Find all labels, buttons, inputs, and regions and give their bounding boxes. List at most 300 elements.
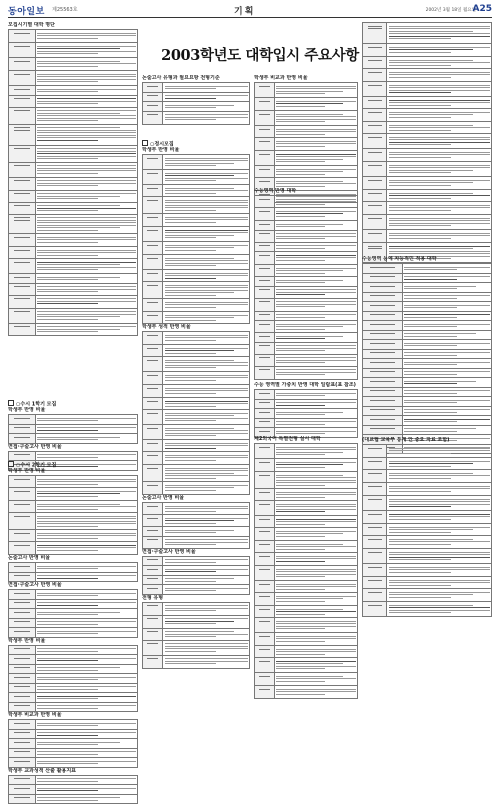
section-title: ○정시모집 [142, 140, 250, 147]
row-content [274, 593, 357, 606]
row-label [255, 528, 275, 541]
row-content [274, 208, 357, 221]
row-content [163, 270, 250, 282]
row-label [363, 69, 387, 82]
row-content [274, 196, 357, 208]
table-row [255, 409, 358, 419]
row-content [274, 581, 357, 593]
table-row [9, 190, 138, 202]
row-content [274, 489, 357, 501]
row-content [274, 265, 357, 277]
row-label [9, 739, 36, 749]
row-content [402, 387, 491, 397]
table-row [363, 162, 492, 177]
row-label [9, 58, 36, 71]
row-content [274, 618, 357, 633]
row-content [35, 177, 137, 190]
row-label [255, 151, 275, 166]
row-content [35, 86, 137, 96]
table-row [363, 406, 492, 416]
row-label [255, 399, 275, 409]
row-content [274, 418, 357, 428]
table-row [143, 312, 250, 324]
row-label [143, 170, 163, 185]
table-row [143, 357, 250, 372]
table-row [143, 566, 250, 576]
row-label [363, 109, 387, 122]
table-record-score-regular [142, 331, 250, 495]
section-csat-areas [254, 188, 358, 380]
row-content [163, 197, 250, 214]
table-row [255, 83, 358, 98]
table-row [143, 227, 250, 242]
row-content [35, 234, 137, 247]
row-label [255, 581, 275, 593]
row-label [143, 482, 163, 495]
row-label [9, 794, 36, 804]
row-content [163, 527, 250, 537]
row-content [387, 190, 492, 202]
table-row [363, 458, 492, 470]
row-content [35, 58, 137, 71]
row-label [9, 476, 36, 488]
section-csat-weights [254, 382, 358, 438]
row-label [255, 390, 275, 400]
row-label [255, 489, 275, 501]
row-label [143, 536, 163, 548]
row-content [163, 299, 250, 312]
table-row [143, 255, 250, 270]
table-row [363, 589, 492, 602]
table-csat-weights [254, 389, 358, 438]
row-label [9, 674, 36, 684]
row-content [402, 359, 491, 369]
newspaper-logo: 동아일보 [8, 4, 45, 17]
row-label [255, 208, 275, 221]
table-row [9, 645, 138, 655]
row-content [274, 444, 357, 459]
table-row [255, 618, 358, 633]
table-row [363, 564, 492, 577]
row-content [402, 406, 491, 416]
row-label [363, 302, 403, 312]
table-row [9, 542, 138, 555]
row-content [163, 566, 250, 576]
row-content [163, 410, 250, 425]
row-content [387, 511, 492, 524]
row-content [274, 646, 357, 658]
row-content [35, 295, 137, 308]
row-content [35, 590, 137, 600]
row-label [255, 354, 275, 366]
table-row [143, 332, 250, 345]
row-label [363, 202, 387, 215]
row-label [143, 527, 163, 537]
row-label [255, 553, 275, 566]
table-row [255, 553, 358, 566]
row-content [274, 242, 357, 252]
row-content [35, 30, 137, 43]
table-row [363, 44, 492, 57]
row-label [143, 299, 163, 312]
row-label [255, 126, 275, 138]
row-label [9, 177, 36, 190]
row-content [35, 162, 137, 177]
row-content [163, 628, 250, 640]
row-content [163, 83, 250, 93]
section-subtitle: 면접·구술고사 반영 비율 [8, 444, 138, 451]
section-subtitle: 학생부 비교과 반영 비율 [8, 712, 138, 719]
row-content [163, 515, 250, 527]
row-label [255, 593, 275, 606]
row-label [363, 368, 403, 378]
table-row [143, 615, 250, 628]
row-label [363, 190, 387, 202]
row-label [255, 459, 275, 472]
table-row [363, 445, 492, 458]
row-content [387, 496, 492, 511]
table-row [143, 398, 250, 410]
table-row [143, 575, 250, 585]
row-content [35, 530, 137, 542]
dateline: 2002년 3월 18일 월요일 [426, 7, 476, 13]
row-label [143, 515, 163, 527]
table-row [9, 308, 138, 323]
row-label [255, 321, 275, 333]
row-label [255, 566, 275, 581]
row-content [274, 541, 357, 553]
section-subtitle: 학생부 반영 비율 [8, 468, 138, 475]
row-label [143, 102, 163, 112]
row-label [143, 227, 163, 242]
section-title: ○수시 1학기 모집 [8, 400, 138, 407]
table-row [255, 242, 358, 252]
row-label [255, 333, 275, 343]
row-label [143, 242, 163, 255]
row-label [363, 311, 403, 321]
row-content [163, 372, 250, 385]
row-content [35, 572, 137, 582]
table-row [363, 311, 492, 321]
section-right-notes [362, 22, 492, 263]
row-content [163, 111, 250, 124]
row-label [363, 122, 387, 134]
row-label [9, 283, 36, 295]
table-selection-type [142, 602, 250, 669]
section-foreign-language [254, 436, 358, 699]
table-row [9, 95, 138, 107]
row-content [35, 739, 137, 749]
row-content [35, 145, 137, 162]
row-label [9, 501, 36, 513]
row-label [255, 298, 275, 311]
row-label [9, 563, 36, 573]
row-content [274, 633, 357, 646]
table-row [363, 368, 492, 378]
row-label [9, 748, 36, 758]
table-row [255, 230, 358, 242]
row-label [9, 729, 36, 739]
row-label [363, 387, 403, 397]
table-row [255, 196, 358, 208]
table-row [9, 693, 138, 703]
table-row [143, 385, 250, 398]
row-label [143, 270, 163, 282]
row-label [255, 658, 275, 673]
table-row [9, 683, 138, 693]
row-label [143, 332, 163, 345]
table-row [9, 563, 138, 573]
table-row [255, 390, 358, 400]
row-content [35, 259, 137, 274]
table-row [363, 470, 492, 483]
row-label [143, 155, 163, 170]
row-label [255, 252, 275, 265]
table-row [363, 57, 492, 69]
row-content [402, 311, 491, 321]
table-row [363, 378, 492, 388]
row-content [387, 23, 492, 44]
table-row [363, 190, 492, 202]
row-content [402, 321, 491, 331]
row-content [274, 166, 357, 178]
row-content [35, 748, 137, 758]
table-row [255, 673, 358, 686]
row-label [9, 513, 36, 530]
row-label [363, 577, 387, 589]
row-content [163, 312, 250, 324]
row-content [387, 57, 492, 69]
row-content [163, 170, 250, 185]
row-label [363, 458, 387, 470]
row-label [363, 416, 403, 426]
row-content [163, 556, 250, 566]
row-content [402, 340, 491, 350]
row-label [143, 385, 163, 398]
row-content [35, 488, 137, 501]
row-label [9, 655, 36, 665]
row-label [255, 342, 275, 354]
row-content [274, 138, 357, 151]
table-row [363, 321, 492, 331]
row-label [143, 628, 163, 640]
table-row [9, 124, 138, 145]
row-label [143, 372, 163, 385]
row-content [387, 536, 492, 549]
table-row [255, 686, 358, 699]
section-subtitle: 면접·구술고사 반영 비율 [8, 582, 138, 589]
row-content [163, 398, 250, 410]
table-row [9, 513, 138, 530]
row-label [363, 149, 387, 162]
row-label [143, 585, 163, 595]
row-label [255, 265, 275, 277]
section-subtitle: 학생부 반영 비율 [8, 407, 138, 414]
row-content [402, 397, 491, 407]
table-row [255, 221, 358, 231]
row-content [163, 155, 250, 170]
row-label [143, 398, 163, 410]
row-content [402, 425, 491, 435]
section-csat-diff [362, 256, 492, 454]
table-row [143, 270, 250, 282]
table-row [9, 758, 138, 768]
section-subtitle: 학생부 반영 비율 [8, 638, 138, 645]
row-content [387, 445, 492, 458]
row-content [274, 366, 357, 379]
table-csat-diff [362, 263, 492, 454]
row-content [163, 345, 250, 357]
row-label [9, 609, 36, 619]
row-label [255, 111, 275, 126]
row-content [387, 97, 492, 109]
table-row [363, 97, 492, 109]
table-row [363, 511, 492, 524]
row-content [274, 252, 357, 265]
masthead-rule [8, 17, 492, 18]
row-label [9, 30, 36, 43]
issue-number: 제25563호 [52, 6, 78, 13]
row-label [363, 496, 387, 511]
row-content [163, 452, 250, 465]
table-row [9, 476, 138, 488]
row-content [387, 109, 492, 122]
table-row [363, 524, 492, 536]
table-row [143, 602, 250, 615]
row-label [143, 92, 163, 102]
row-label [255, 286, 275, 298]
table-row [143, 299, 250, 312]
row-label [255, 166, 275, 178]
section-education-ministry [362, 437, 492, 617]
table-row [255, 418, 358, 428]
row-label [9, 664, 36, 674]
row-label [255, 98, 275, 111]
section-title: ○수시 2학기 모집 [8, 461, 138, 468]
row-content [402, 273, 491, 283]
table-row [255, 98, 358, 111]
table-row [255, 541, 358, 553]
row-label [363, 425, 403, 435]
row-label [9, 424, 36, 434]
row-content [387, 122, 492, 134]
section-subtitle: 학생부 교과성적 산출 활용지표 [8, 768, 138, 775]
table-row [143, 345, 250, 357]
table-row [9, 451, 138, 461]
section-extracurricular [254, 75, 358, 203]
table-row [363, 387, 492, 397]
row-content [163, 214, 250, 227]
row-content [387, 215, 492, 230]
row-label [363, 602, 387, 617]
row-content [163, 440, 250, 452]
row-content [387, 149, 492, 162]
row-content [163, 242, 250, 255]
table-row [143, 585, 250, 595]
row-content [274, 673, 357, 686]
row-content [35, 683, 137, 693]
row-label [255, 277, 275, 287]
table-row [363, 397, 492, 407]
table-row [9, 590, 138, 600]
section-admission-schedule [8, 22, 138, 336]
table-row [363, 230, 492, 243]
row-content [35, 609, 137, 619]
row-content [163, 425, 250, 440]
table-row [143, 83, 250, 93]
row-label [363, 230, 387, 243]
row-content [35, 775, 137, 785]
row-content [387, 589, 492, 602]
row-content [274, 390, 357, 400]
row-content [35, 599, 137, 609]
table-row [9, 214, 138, 234]
row-label [363, 82, 387, 97]
row-content [274, 606, 357, 618]
row-content [163, 575, 250, 585]
row-label [363, 589, 387, 602]
row-content [274, 230, 357, 242]
row-content [402, 416, 491, 426]
row-content [274, 553, 357, 566]
table-record-ratio-early-2 [8, 475, 138, 555]
row-label [255, 242, 275, 252]
row-content [387, 602, 492, 617]
section-title: 수능영역 반영 대학 [254, 188, 358, 195]
table-row [255, 298, 358, 311]
row-content [274, 399, 357, 409]
table-row [9, 162, 138, 177]
table-right-notes [362, 22, 492, 263]
table-row [363, 549, 492, 564]
row-label [9, 785, 36, 795]
row-label [363, 359, 403, 369]
row-content [35, 190, 137, 202]
row-content [163, 282, 250, 299]
row-content [402, 302, 491, 312]
row-label [9, 599, 36, 609]
table-row [9, 30, 138, 43]
table-row [9, 434, 138, 444]
section-title: 학생부 비교과 반영 비율 [254, 75, 358, 82]
table-row [255, 252, 358, 265]
row-content [387, 524, 492, 536]
row-label [143, 214, 163, 227]
table-row [255, 166, 358, 178]
row-content [35, 283, 137, 295]
row-content [402, 292, 491, 302]
table-row [255, 366, 358, 379]
row-content [387, 202, 492, 215]
table-row [255, 472, 358, 489]
table-row [255, 658, 358, 673]
row-label [143, 615, 163, 628]
table-row [363, 109, 492, 122]
row-content [35, 674, 137, 684]
row-label [9, 295, 36, 308]
row-content [35, 71, 137, 86]
row-label [9, 775, 36, 785]
row-label [255, 409, 275, 419]
row-label [9, 720, 36, 730]
row-content [35, 95, 137, 107]
row-label [363, 57, 387, 69]
row-label [363, 177, 387, 190]
table-row [143, 628, 250, 640]
table-row [9, 283, 138, 295]
table-row [255, 633, 358, 646]
row-content [387, 564, 492, 577]
